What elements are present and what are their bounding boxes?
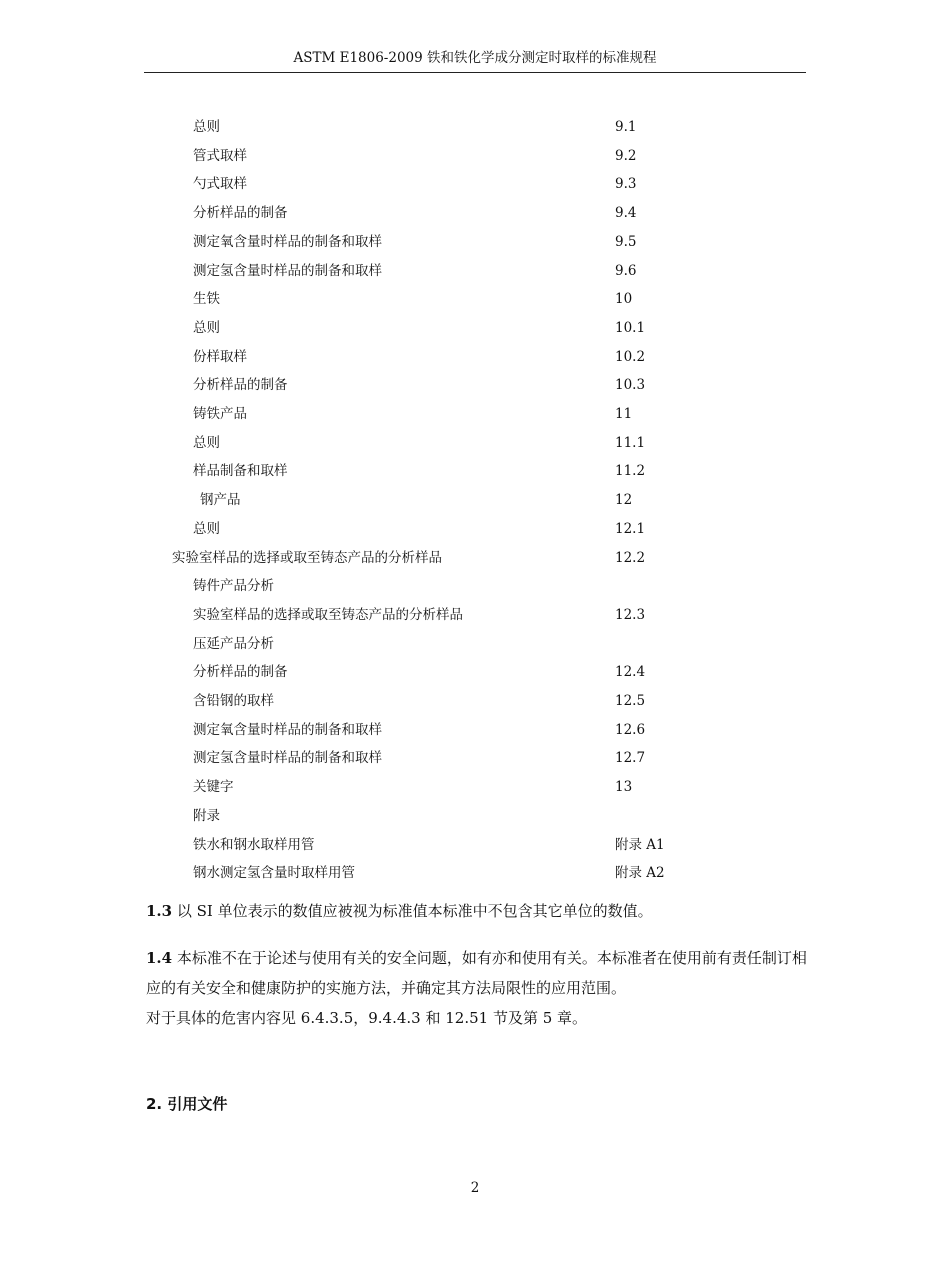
page-number: 2	[470, 1180, 480, 1196]
toc-row	[0, 174, 950, 194]
paragraph-number: 1.3	[146, 902, 173, 920]
toc-row	[0, 863, 950, 883]
toc-section-number: 9.5	[615, 234, 637, 250]
toc-label: 测定氧含量时样品的制备和取样	[193, 722, 382, 738]
toc-section-number: 12	[615, 492, 633, 508]
toc-section-number: 12.7	[615, 750, 646, 766]
header-rule	[144, 72, 806, 73]
toc-section-number: 9.6	[615, 263, 637, 279]
toc-row	[0, 748, 950, 768]
toc-label: 钢产品	[200, 492, 241, 508]
toc-label: 分析样品的制备	[193, 664, 288, 680]
toc-label: 压延产品分析	[193, 636, 274, 652]
toc-section-number: 10.3	[615, 377, 646, 393]
toc-row	[0, 634, 950, 654]
toc-section-number: 12.6	[615, 722, 646, 738]
toc-row	[0, 576, 950, 596]
toc-label: 铸件产品分析	[193, 578, 274, 594]
toc-section-number: 9.1	[615, 119, 637, 135]
toc-section-number: 9.3	[615, 176, 637, 192]
toc-row	[0, 347, 950, 367]
toc-section-number: 12.1	[615, 521, 646, 537]
toc-row	[0, 777, 950, 797]
toc-label: 分析样品的制备	[193, 377, 288, 393]
toc-row	[0, 261, 950, 281]
toc-section-number: 12.3	[615, 607, 646, 623]
toc-label: 测定氧含量时样品的制备和取样	[193, 234, 382, 250]
toc-row	[0, 289, 950, 309]
toc-section-number: 12.5	[615, 693, 646, 709]
toc-section-number: 9.2	[615, 148, 637, 164]
toc-row	[0, 691, 950, 711]
paragraph-text: 本标准不在于论述与使用有关的安全问题，如有亦和使用有关。本标准者在使用前有责任制订相应的有关安全和健康防护的实施方法，并确定其方法局限性的应用范围。	[146, 949, 807, 997]
toc-label: 测定氢含量时样品的制备和取样	[193, 263, 382, 279]
toc-section-number: 10	[615, 291, 633, 307]
toc-row	[0, 662, 950, 682]
toc-section-number: 11.1	[615, 435, 646, 451]
toc-section-number: 13	[615, 779, 633, 795]
toc-label: 实验室样品的选择或取至铸态产品的分析样品	[193, 607, 463, 623]
toc-label: 总则	[193, 521, 220, 537]
toc-row	[0, 232, 950, 252]
toc-section-number: 11.2	[615, 463, 646, 479]
toc-row	[0, 548, 950, 568]
toc-label: 勺式取样	[193, 176, 247, 192]
toc-label: 管式取样	[193, 148, 247, 164]
toc-row	[0, 835, 950, 855]
paragraph-1-4	[146, 943, 810, 1033]
toc-label: 生铁	[193, 291, 220, 307]
toc-section-number: 12.2	[615, 550, 646, 566]
toc-section-number: 附录 A2	[615, 865, 665, 881]
toc-section-number: 10.1	[615, 320, 646, 336]
toc-label: 样品制备和取样	[193, 463, 288, 479]
section-heading: 2. 引用文件	[146, 1095, 228, 1113]
toc-label: 分析样品的制备	[193, 205, 288, 221]
toc-label: 含铅钢的取样	[193, 693, 274, 709]
paragraph-text: 以 SI 单位表示的数值应被视为标准值本标准中不包含其它单位的数值。	[172, 902, 653, 920]
toc-label: 实验室样品的选择或取至铸态产品的分析样品	[172, 550, 442, 566]
toc-row	[0, 117, 950, 137]
toc-label: 附录	[193, 808, 220, 824]
toc-label: 份样取样	[193, 349, 247, 365]
toc-row	[0, 404, 950, 424]
toc-row	[0, 490, 950, 510]
toc-label: 钢水测定氢含量时取样用管	[193, 865, 355, 881]
toc-label: 测定氢含量时样品的制备和取样	[193, 750, 382, 766]
toc-section-number: 11	[615, 406, 633, 422]
toc-row	[0, 605, 950, 625]
hazard-reference: 对于具体的危害内容见 6.4.3.5，9.4.4.3 和 12.51 节及第 5 章。	[146, 1009, 588, 1027]
toc-row	[0, 461, 950, 481]
paragraph-1-3	[146, 896, 810, 926]
toc-section-number: 附录 A1	[615, 837, 665, 853]
toc-label: 关键字	[193, 779, 234, 795]
toc-label: 总则	[193, 435, 220, 451]
toc-section-number: 10.2	[615, 349, 646, 365]
toc-row	[0, 519, 950, 539]
toc-row	[0, 203, 950, 223]
toc-row	[0, 318, 950, 338]
toc-label: 总则	[193, 320, 220, 336]
toc-row	[0, 433, 950, 453]
toc-row	[0, 806, 950, 826]
toc-label: 铁水和钢水取样用管	[193, 837, 315, 853]
page-header: ASTM E1806-2009 铁和铁化学成分测定时取样的标准规程	[293, 50, 657, 66]
toc-row	[0, 720, 950, 740]
toc-label: 铸铁产品	[193, 406, 247, 422]
toc-section-number: 9.4	[615, 205, 637, 221]
toc-label: 总则	[193, 119, 220, 135]
toc-row	[0, 375, 950, 395]
toc-section-number: 12.4	[615, 664, 646, 680]
paragraph-number: 1.4	[146, 949, 173, 967]
toc-row	[0, 146, 950, 166]
